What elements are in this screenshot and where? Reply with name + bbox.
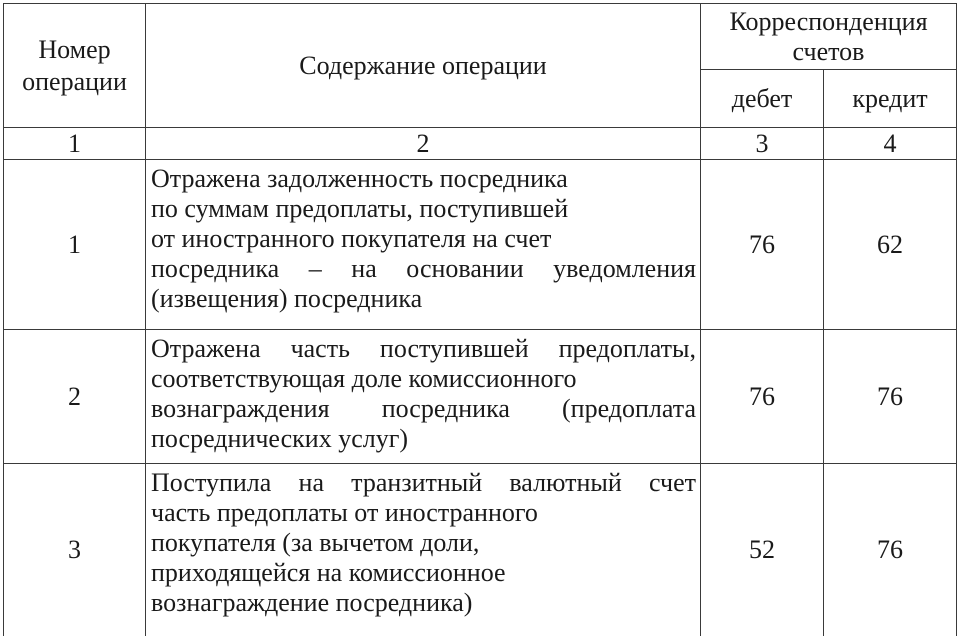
column-number-2: 2 bbox=[146, 128, 701, 160]
column-number-3: 3 bbox=[701, 128, 824, 160]
header-operation-content: Содержание операции bbox=[146, 4, 701, 128]
row-number: 2 bbox=[4, 330, 146, 464]
row-number: 1 bbox=[4, 160, 146, 330]
row-debit: 76 bbox=[701, 160, 824, 330]
row-debit: 52 bbox=[701, 464, 824, 636]
table-row bbox=[4, 330, 957, 464]
row-credit: 76 bbox=[824, 464, 957, 636]
column-number-1: 1 bbox=[4, 128, 146, 160]
table-row bbox=[4, 160, 957, 330]
row-credit: 76 bbox=[824, 330, 957, 464]
table-row bbox=[4, 464, 957, 636]
header-debit: дебет bbox=[701, 70, 824, 128]
row-content: Поступила на транзитный валютный счет часть предоплаты от иностранного покупателя (за вычетом доли, приходящейся на комиссионное вознаграждение посредника) bbox=[146, 464, 701, 636]
row-number: 3 bbox=[4, 464, 146, 636]
accounting-table bbox=[3, 3, 957, 636]
row-content: Отражена часть поступившей предоплаты, соответствующая доле комиссионного вознаграждения посредника (предоплата посреднических услуг) bbox=[146, 330, 701, 464]
header-row-top bbox=[4, 4, 957, 70]
column-number-row bbox=[4, 128, 957, 160]
row-debit: 76 bbox=[701, 330, 824, 464]
column-number-4: 4 bbox=[824, 128, 957, 160]
row-credit: 62 bbox=[824, 160, 957, 330]
header-credit: кредит bbox=[824, 70, 957, 128]
row-content: Отражена задолженность посредника по суммам предоплаты, поступившей от иностранного покупателя на счет посредника – на основании уведомления (извещения) посредника bbox=[146, 160, 701, 330]
header-operation-number: Номер операции bbox=[4, 4, 146, 128]
header-account-correspondence: Корреспонденция счетов bbox=[701, 4, 957, 70]
